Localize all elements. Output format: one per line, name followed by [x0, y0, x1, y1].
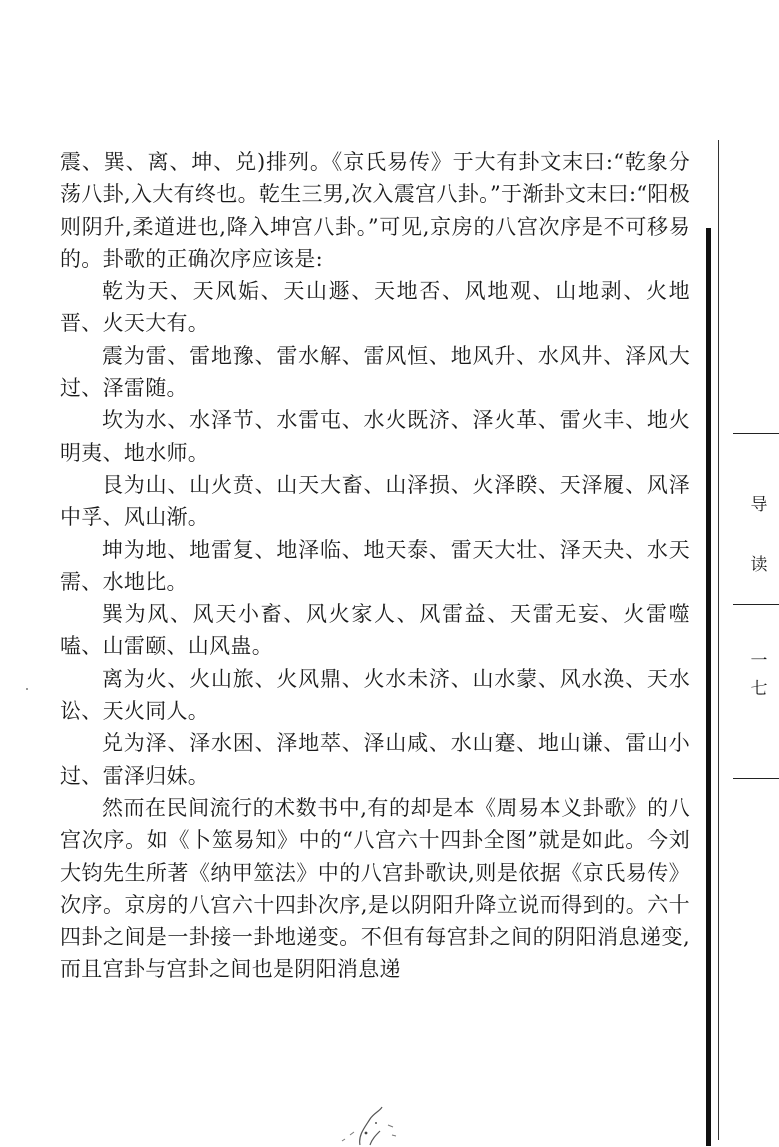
paragraph: 震、巽、离、坤、兑)排列。《京氏易传》于大有卦文末曰:“乾象分荡八卦,入大有终也。乾生三男,次入震宫八卦。”于渐卦文末曰:“阳极则阴升,柔道进也,降入坤宫八卦。”可见,京房的八宫次序是不可移易的。卦歌的正确次序应该是: [60, 150, 690, 271]
scan-speck [26, 688, 28, 690]
paragraph: 巽为风、风天小畜、风火家人、风雷益、天雷无妄、火雷噬嗑、山雷颐、山风蛊。 [60, 602, 690, 659]
sidebar-divider [733, 604, 779, 605]
paragraph: 乾为天、天风姤、天山遯、天地否、风地观、山地剥、火地晋、火天大有。 [60, 279, 690, 336]
paragraph: 离为火、火山旅、火风鼎、火水未济、山水蒙、风水涣、天水讼、天火同人。 [60, 666, 690, 724]
paragraph: 艮为山、山火贲、山天大畜、山泽损、火泽睽、天泽履、风泽中孚、风山渐。 [60, 472, 690, 530]
paragraph: 兑为泽、泽水困、泽地萃、泽山咸、水山蹇、地山谦、雷山小过、雷泽归妹。 [60, 731, 690, 788]
paragraph: 坤为地、地雷复、地泽临、地天泰、雷天大壮、泽天夬、水天需、水地比。 [60, 537, 690, 594]
page-number-char: 七 [750, 679, 768, 699]
paragraph: 然而在民间流行的术数书中,有的却是本《周易本义卦歌》的八宫次序。如《卜筮易知》中的“八宫六十四卦全图”就是如此。今刘大钧先生所著《纳甲筮法》中的八宫卦歌诀,则是依据《京氏易传》次序。京房的八宫六十四卦次序,是以阴阳升降立说而得到的。六十四卦之间是一卦接一卦地递变。不但有每宫卦之间的阴阳消息递变,而且宫卦与宫卦之间也是阴阳消息递 [60, 795, 690, 982]
body-text [60, 146, 690, 986]
section-title-char: 导 [750, 495, 768, 515]
section-title [747, 475, 771, 595]
margin-rule-thick [706, 228, 711, 1146]
paragraph: 震为雷、雷地豫、雷水解、雷风恒、地风升、水风井、泽风大过、泽雷随。 [60, 343, 690, 401]
page-number-char: 一 [750, 651, 768, 671]
page-number [747, 647, 771, 703]
paragraph: 坎为水、水泽节、水雷屯、水火既济、泽火革、雷火丰、地火明夷、地水师。 [60, 408, 690, 465]
margin-rule-thin [718, 140, 719, 1140]
section-title-char: 读 [750, 555, 768, 575]
sidebar-divider [733, 433, 779, 434]
sidebar-divider [733, 778, 779, 779]
scan-artifact [330, 1105, 410, 1147]
